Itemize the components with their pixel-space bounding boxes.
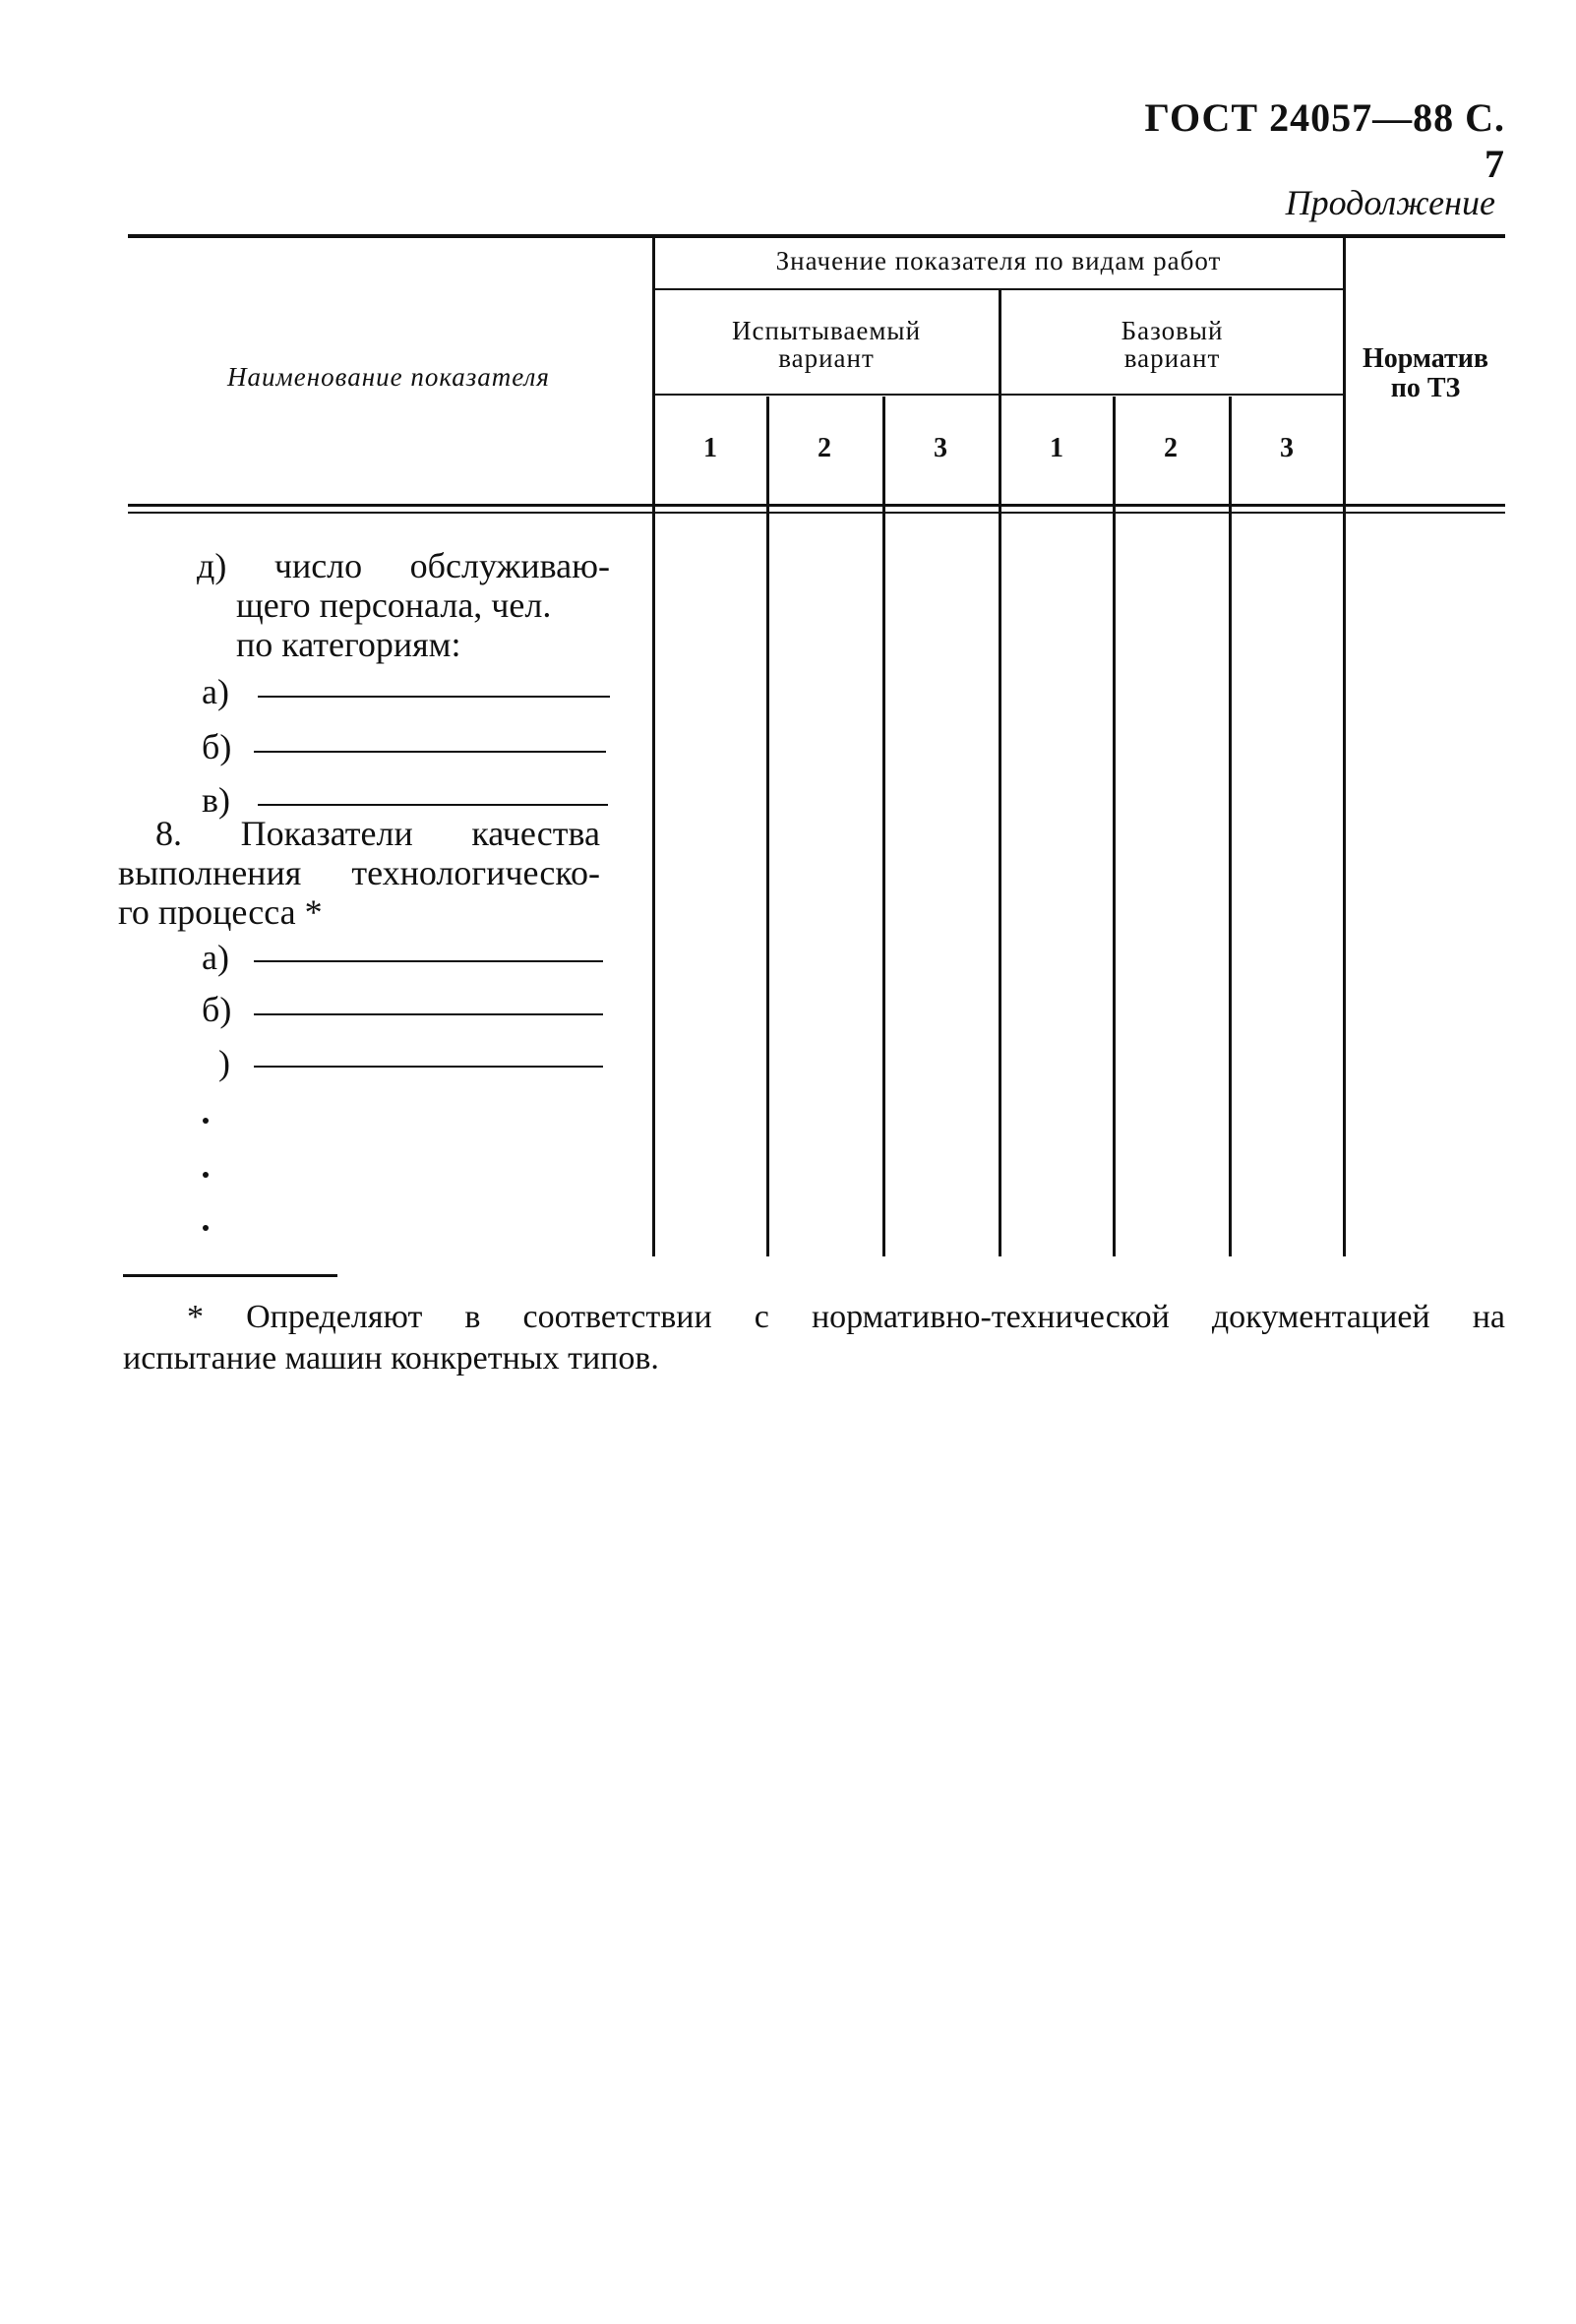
base-variant-line2: вариант	[1123, 343, 1221, 373]
col-number: 3	[934, 433, 947, 463]
row-d-line1: д) число обслуживаю-	[197, 546, 610, 585]
item8-text	[118, 814, 600, 932]
tested-variant-header	[654, 317, 999, 372]
item8-item-label: )	[218, 1043, 230, 1082]
item8-line3: го процесса *	[118, 892, 323, 932]
row-d-line2: щего персонала, чел.	[236, 585, 552, 625]
row-d-item-label: в)	[202, 780, 230, 820]
group-header: Значение показателя по видам работ	[775, 246, 1222, 275]
row-d-text	[197, 546, 610, 664]
col-divider-name	[652, 238, 655, 1256]
item8-line1: 8. Показатели качества	[155, 814, 600, 853]
col-number: 2	[1164, 433, 1178, 463]
norm-header	[1346, 344, 1505, 403]
col-number: 1	[703, 433, 717, 463]
item8-item-label: б)	[202, 990, 232, 1029]
row-d-item-label: б)	[202, 727, 232, 766]
ellipsis-dot	[203, 1172, 209, 1178]
tested-variant-line2: вариант	[778, 343, 875, 373]
base-variant-line1: Базовый	[1121, 316, 1224, 345]
col-divider-b2	[1113, 397, 1116, 1256]
document-number: ГОСТ 24057—88 С. 7	[1144, 95, 1505, 186]
base-variant-header	[1001, 317, 1343, 372]
col-number: 1	[1050, 433, 1063, 463]
norm-line2: по ТЗ	[1390, 373, 1461, 403]
col-divider-t2	[766, 397, 769, 1256]
blank-line	[258, 804, 608, 806]
col-number: 3	[1280, 433, 1294, 463]
tested-variant-line1: Испытываемый	[731, 316, 922, 345]
blank-line	[254, 960, 603, 962]
table-top-rule	[128, 234, 1505, 238]
item8-item-label: а)	[202, 938, 229, 977]
blank-line	[254, 1066, 603, 1068]
row-d-item-label: а)	[202, 672, 229, 711]
footnote-line2: испытание машин конкретных типов.	[123, 1340, 659, 1376]
col-divider-t3	[882, 397, 885, 1256]
col-number: 2	[818, 433, 831, 463]
norm-line1: Норматив	[1362, 343, 1489, 374]
footnote	[123, 1297, 1505, 1379]
col-divider-b3	[1229, 397, 1232, 1256]
header-bottom-rule-2	[128, 512, 1505, 514]
blank-line	[258, 696, 610, 698]
ellipsis-dot	[203, 1118, 209, 1124]
item8-line2: выполнения технологическо-	[118, 853, 600, 892]
col-divider-variants	[999, 290, 1001, 1256]
ellipsis-dot	[203, 1225, 209, 1231]
footnote-line1: * Определяют в соответствии с нормативно-технической документацией на	[187, 1299, 1505, 1335]
continuation-label: Продолжение	[1285, 183, 1495, 222]
col-name-header: Наименование показателя	[227, 362, 550, 392]
blank-line	[254, 1013, 603, 1015]
row-d-line3: по категориям:	[236, 625, 461, 664]
footnote-rule	[123, 1274, 337, 1277]
header-bottom-rule	[128, 504, 1505, 507]
blank-line	[254, 751, 606, 753]
